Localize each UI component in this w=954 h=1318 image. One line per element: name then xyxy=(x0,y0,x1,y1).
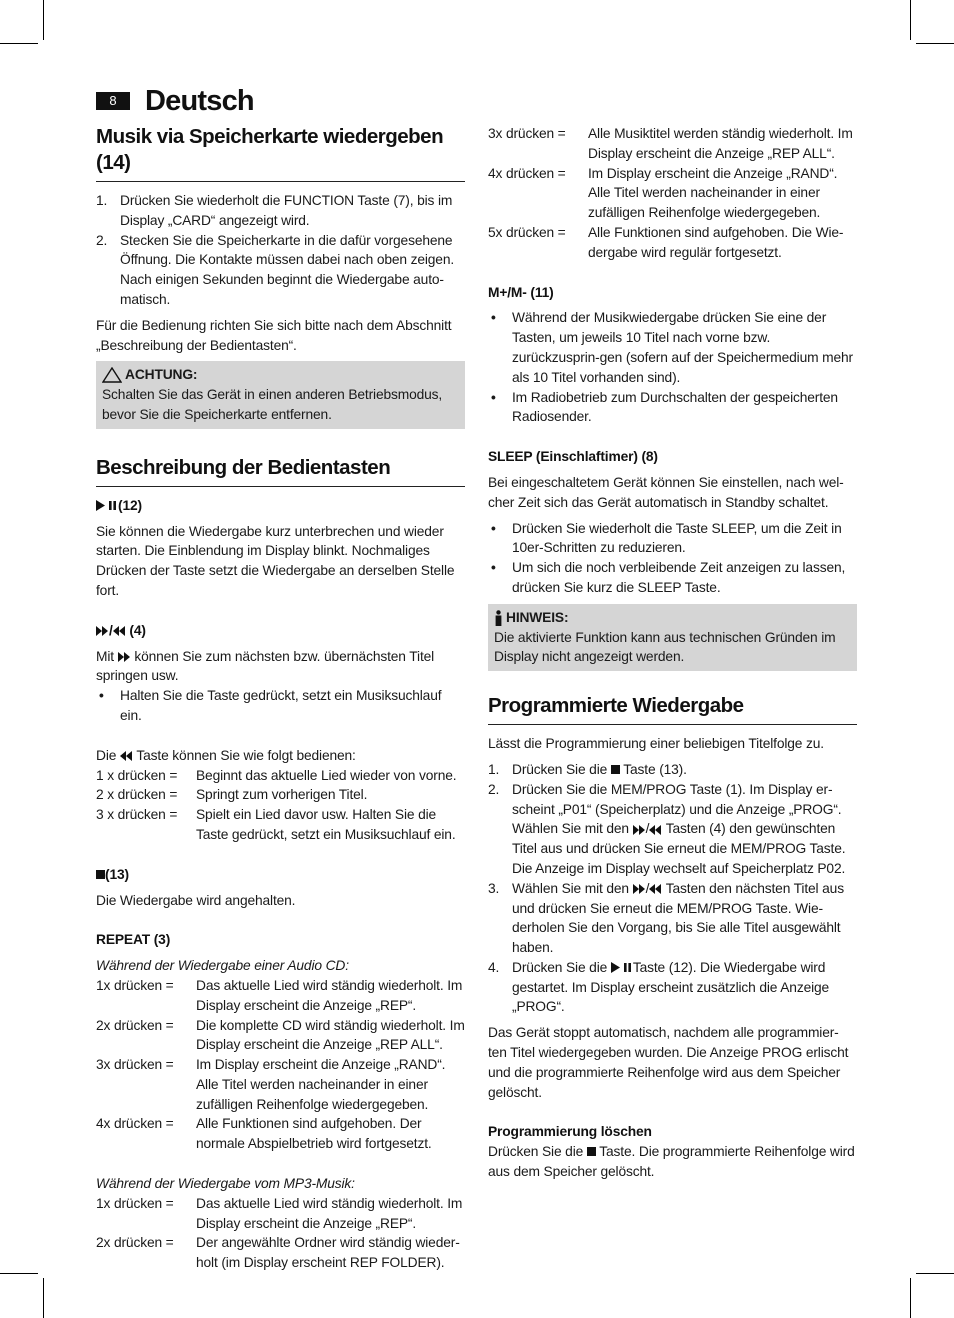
stop-heading xyxy=(96,865,465,885)
paragraph: Das Gerät stoppt automatisch, nachdem alle programmier-ten Titel wiedergegeben wurden. Die Anzeige PROG erlischt und die programmierte Reihenfolge wird aus dem Speicher gelöscht. xyxy=(488,1025,849,1100)
press-count: 2 x drücken = xyxy=(96,787,178,803)
section-title-controls: Beschreibung der Bedientasten xyxy=(96,455,465,487)
skip-back-icon xyxy=(649,825,662,835)
skip-bullets xyxy=(96,686,465,726)
right-column xyxy=(488,124,857,1182)
text-fragment: Taste (13). xyxy=(623,761,687,777)
repeat-row xyxy=(96,976,465,1016)
press-effect: Spielt ein Lied davor usw. Halten Sie die Taste gedrückt, setzt ein Musiksuchlauf ein. xyxy=(196,807,456,842)
back-row xyxy=(96,785,465,805)
bullet-text: Während der Musikwiedergabe drücken Sie eine der Tasten, um jeweils 10 Titel nach vorne bzw. zurückzusprin-gen (sofern auf der Speichermedium mehr als 10 Titel vorhanden sind). xyxy=(512,310,853,385)
crop-mark xyxy=(910,1278,911,1318)
press-effect: Beginnt das aktuelle Lied wieder von vorne. xyxy=(196,767,457,783)
press-effect: Die komplette CD wird ständig wiederholt. Im Display erscheint die Anzeige „REP ALL“. xyxy=(196,1017,465,1053)
text-fragment: Tasten (4) den gewünschten Titel aus und drücken Sie erneut die MEM/PROG Taste. Die Anzeige im Display wechselt auf Speicherplatz P02. xyxy=(512,821,846,876)
press-count: 3 x drücken = xyxy=(96,807,178,823)
text-fragment: Taste können Sie wie folgt bedienen: xyxy=(136,747,356,763)
list-item xyxy=(488,958,857,1017)
press-effect: Im Display erscheint die Anzeige „RAND“. Alle Titel werden nacheinander in einer zufälligen Reihenfolge wiedergegeben. xyxy=(196,1057,446,1112)
stop-icon xyxy=(611,765,620,774)
step-number: 1. xyxy=(96,193,108,208)
list-item: 2. Drücken Sie die MEM/PROG Taste (1). Im Display er-scheint „P01“ (Speicherplatz) und die Anzeige „PROG“. Wählen Sie mit den / Tasten (4) den gewünschten Titel aus und drücken Sie erneut die MEM/PROG Taste. Die Anzeige im Display wechselt auf Speicherplatz P02. xyxy=(488,781,846,876)
page-number: 8 xyxy=(96,92,130,110)
repeat-row xyxy=(96,1016,465,1056)
repeat-heading: REPEAT (3) xyxy=(96,932,171,948)
skip-forward-icon xyxy=(633,825,646,835)
warning-triangle-icon xyxy=(102,367,122,383)
text-fragment: Mit xyxy=(96,648,114,664)
text-fragment: können Sie zum nächsten bzw. übernächsten Titel springen usw. xyxy=(96,648,435,684)
step-number: 1. xyxy=(488,761,500,777)
press-effect: Alle Funktionen sind aufgehoben. Die Wie-dergabe wird regulär fortgesetzt. xyxy=(588,224,844,260)
delete-program-heading: Programmierung löschen xyxy=(488,1124,652,1140)
back-row xyxy=(96,805,465,845)
list-item: • Um sich die noch verbleibende Zeit anzeigen zu lassen, drücken Sie kurz die SLEEP Taste. xyxy=(491,560,846,595)
skip-back-icon xyxy=(649,884,662,894)
paragraph: Für die Bedienung richten Sie sich bitte nach dem Abschnitt „Beschreibung der Bedientasten“. xyxy=(96,317,452,353)
step-number: 4. xyxy=(488,959,500,975)
list-item: • Im Radiobetrieb zum Durchschalten der gespeicherten Radiosender. xyxy=(491,389,838,425)
press-count: 5x drücken = xyxy=(488,224,566,240)
crop-mark xyxy=(0,1273,38,1274)
repeat-row xyxy=(96,1055,465,1114)
list-item: • Während der Musikwiedergabe drücken Sie eine der Tasten, um jeweils 10 Titel nach vorne bzw. zurückzusprin-gen (sofern auf der Speichermedium mehr als 10 Titel vorhanden sind). xyxy=(491,310,853,385)
hint-box xyxy=(488,604,857,671)
text-fragment: Drücken Sie die MEM/PROG Taste (1). Im Display er-scheint „P01“ (Speicherplatz) und die Anzeige „PROG“. Wählen Sie mit den xyxy=(512,781,842,837)
list-item: • Halten Sie die Taste gedrückt, setzt ein Musiksuchlauf ein. xyxy=(99,688,442,723)
press-count: 2x drücken = xyxy=(96,1235,174,1251)
program-steps xyxy=(488,760,857,1017)
repeat-row xyxy=(96,1114,465,1154)
paragraph: Bei eingeschaltetem Gerät können Sie einstellen, nach wel-cher Zeit sich das Gerät automatisch in Standby schaltet. xyxy=(488,474,844,510)
press-count: 4x drücken = xyxy=(96,1116,174,1132)
mplus-bullets xyxy=(488,308,857,427)
paragraph xyxy=(96,647,465,687)
bullet-text: Im Radiobetrieb zum Durchschalten der gespeicherten Radiosender. xyxy=(512,389,838,425)
section-title-programmed-playback: Programmierte Wiedergabe xyxy=(488,693,857,725)
press-effect: Der angewählte Ordner wird ständig wieder-holt (im Display erscheint REP FOLDER). xyxy=(196,1235,460,1271)
repeat-mp3-intro: Während der Wiedergabe vom MP3-Musik: xyxy=(96,1176,355,1192)
bullet-text: Halten Sie die Taste gedrückt, setzt ein Musiksuchlauf ein. xyxy=(120,688,442,723)
paragraph xyxy=(96,746,465,766)
sleep-bullets xyxy=(488,519,857,598)
text-fragment: Drücken Sie die xyxy=(512,761,608,777)
mplus-heading: M+/M- (11) xyxy=(488,284,554,300)
press-effect: Im Display erscheint die Anzeige „RAND“. Alle Titel werden nacheinander in einer zufälligen Reihenfolge wiedergegeben. xyxy=(588,165,838,221)
hint-text: Die aktivierte Funktion kann aus technischen Gründen im Display nicht angezeigt werden. xyxy=(494,629,836,665)
text-fragment: Tasten den nächsten Titel aus und drücken Sie erneut die MEM/PROG Taste. Wie-derholen Sie den Vorgang, bis Sie alle Titel ausgewählt haben. xyxy=(512,880,844,956)
skip-back-icon xyxy=(113,626,126,636)
press-count: 1x drücken = xyxy=(96,977,174,993)
crop-mark xyxy=(916,1273,954,1274)
step-text: Drücken Sie wiederholt die FUNCTION Taste (7), bis im Display „CARD“ angezeigt wird. xyxy=(120,193,453,228)
skip-label: (4) xyxy=(129,622,146,638)
text-fragment: Drücken Sie die xyxy=(488,1144,584,1160)
press-effect: Springt zum vorherigen Titel. xyxy=(196,787,368,803)
repeat-row xyxy=(96,1194,465,1234)
stop-icon xyxy=(587,1147,596,1156)
list-item xyxy=(96,231,465,310)
stop-icon xyxy=(96,870,105,879)
memory-card-steps xyxy=(96,191,465,310)
skip-forward-icon xyxy=(96,626,109,636)
skip-back-icon xyxy=(120,751,133,761)
crop-mark xyxy=(43,0,44,40)
press-effect: Alle Musiktitel werden ständig wiederholt. Im Display erscheint die Anzeige „REP ALL“. xyxy=(588,126,853,161)
text-fragment: Taste. Die programmierte Reihenfolge wird aus dem Speicher gelöscht. xyxy=(488,1144,855,1180)
page-title: Deutsch xyxy=(145,85,254,117)
paragraph: Sie können die Wiedergabe kurz unterbrechen und wieder starten. Die Einblendung im Display blinkt. Nochmaliges Drücken der Taste setzt die Wiedergabe an derselben Stelle fort. xyxy=(96,523,455,598)
step-number: 3. xyxy=(488,880,500,896)
repeat-row xyxy=(488,124,857,164)
left-column xyxy=(96,124,465,1273)
crop-mark xyxy=(0,43,38,44)
sleep-heading: SLEEP (Einschlaftimer) (8) xyxy=(488,449,658,465)
text-fragment: Die xyxy=(96,747,117,763)
text-fragment: Taste (12). Die Wiedergabe wird gestartet. Im Display erscheint zusätzlich die Anzeige „PROG“. xyxy=(512,959,830,1015)
text-fragment: Wählen Sie mit den xyxy=(512,880,629,896)
skip-heading: / (4) xyxy=(96,621,465,641)
caution-title: ACHTUNG: xyxy=(125,367,198,383)
list-item: • Drücken Sie wiederholt die Taste SLEEP, um die Zeit in 10er-Schritten zu reduzieren. xyxy=(491,520,842,556)
press-count: 3x drücken = xyxy=(96,1057,174,1073)
paragraph xyxy=(488,1142,857,1182)
stop-label: (13) xyxy=(105,866,129,882)
press-count: 3x drücken = xyxy=(488,126,566,141)
list-item xyxy=(96,191,465,231)
hint-title: HINWEIS: xyxy=(506,609,569,625)
press-count: 2x drücken = xyxy=(96,1017,174,1033)
info-icon xyxy=(494,610,503,626)
press-effect: Alle Funktionen sind aufgehoben. Der normale Abspielbetrieb wird fortgesetzt. xyxy=(196,1116,432,1152)
repeat-cd-intro: Während der Wiedergabe einer Audio CD: xyxy=(96,958,349,974)
press-count: 4x drücken = xyxy=(488,165,566,181)
press-count: 1x drücken = xyxy=(96,1195,174,1211)
paragraph: Lässt die Programmierung einer beliebigen Titelfolge zu. xyxy=(488,736,824,752)
caution-box xyxy=(96,361,465,428)
step-text: Stecken Sie die Speicherkarte in die dafür vorgesehene Öffnung. Die Kontakte müssen dabei nach oben zeigen. Nach einigen Sekunden beginnt die Wiedergabe auto-matisch. xyxy=(120,232,455,307)
skip-forward-icon xyxy=(118,652,131,662)
skip-forward-icon xyxy=(633,884,646,894)
step-number: 2. xyxy=(96,232,108,248)
press-effect: Das aktuelle Lied wird ständig wiederholt. Im Display erscheint die Anzeige „REP“. xyxy=(196,1195,463,1231)
crop-mark xyxy=(910,0,911,40)
bullet-text: Drücken Sie wiederholt die Taste SLEEP, um die Zeit in 10er-Schritten zu reduzieren. xyxy=(512,520,842,556)
crop-mark xyxy=(916,43,954,44)
text-fragment: Drücken Sie die xyxy=(512,959,608,975)
back-row xyxy=(96,766,465,786)
play-pause-heading xyxy=(96,496,465,516)
press-count: 1 x drücken = xyxy=(96,767,178,783)
repeat-row xyxy=(488,164,857,223)
paragraph: Die Wiedergabe wird angehalten. xyxy=(96,892,296,908)
step-number: 2. xyxy=(488,781,500,797)
play-pause-icon xyxy=(611,962,633,973)
section-title-memory-card: Musik via Speicherkarte wiedergeben (14) xyxy=(96,124,465,182)
list-item xyxy=(488,760,857,780)
bullet-text: Um sich die noch verbleibende Zeit anzeigen zu lassen, drücken Sie kurz die SLEEP Taste. xyxy=(512,560,846,595)
crop-mark xyxy=(43,1278,44,1318)
list-item: 3. Wählen Sie mit den / Tasten den nächsten Titel aus und drücken Sie erneut die MEM/PROG Taste. Wie-derholen Sie den Vorgang, bis Sie alle Titel ausgewählt haben. xyxy=(488,880,844,956)
repeat-row xyxy=(488,223,857,263)
repeat-row xyxy=(96,1233,465,1273)
press-effect: Das aktuelle Lied wird ständig wiederholt. Im Display erscheint die Anzeige „REP“. xyxy=(196,977,463,1013)
caution-text: Schalten Sie das Gerät in einen anderen Betriebsmodus, bevor Sie die Speicherkarte entfernen. xyxy=(102,387,443,422)
play-pause-label: (12) xyxy=(118,497,142,513)
play-pause-icon xyxy=(96,500,118,511)
